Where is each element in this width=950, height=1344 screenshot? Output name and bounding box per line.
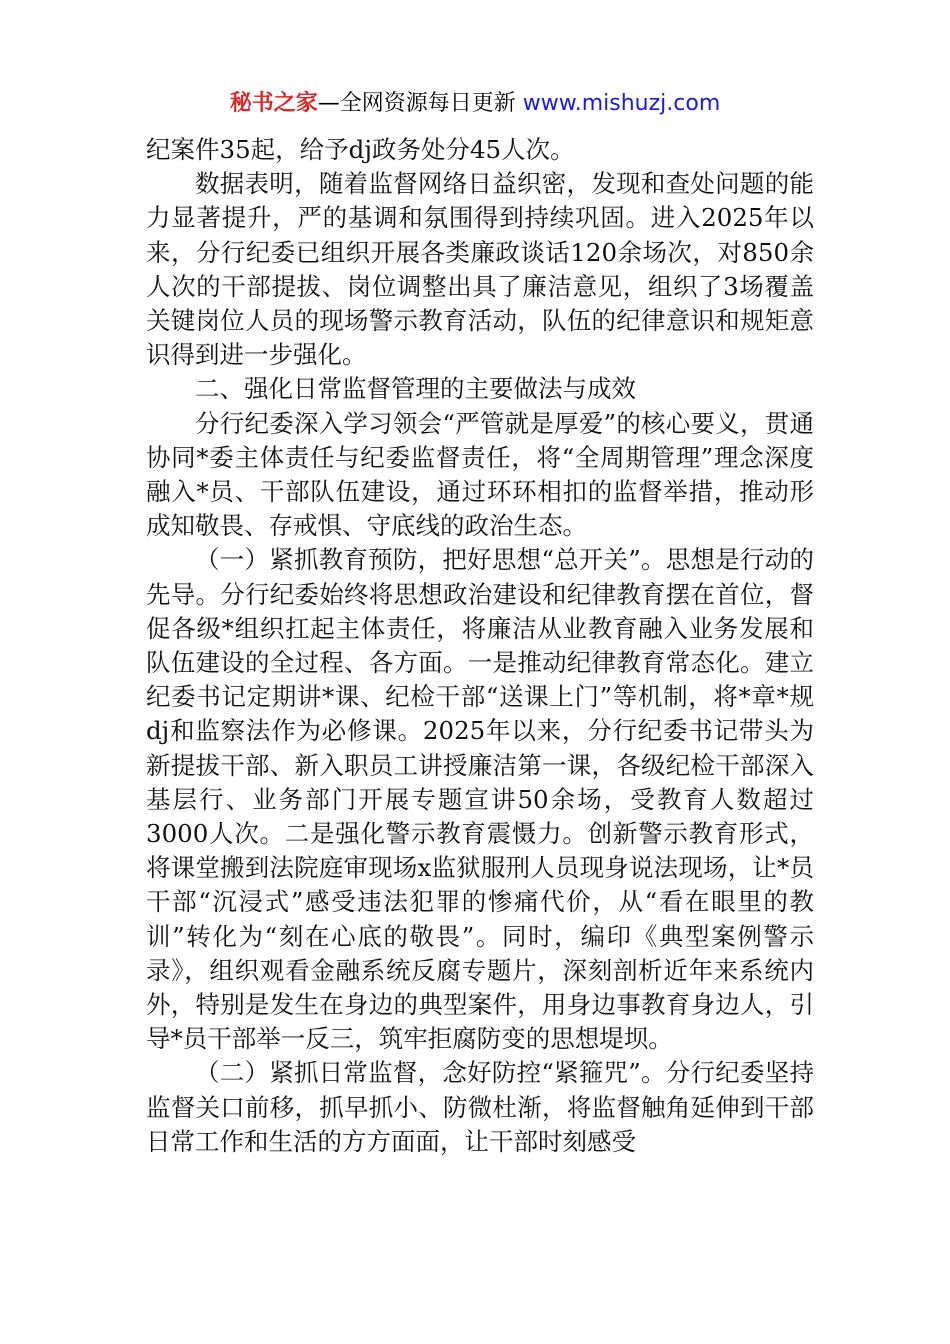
paragraph-section-intro: 分行纪委深入学习领会“严管就是厚爱”的核心要义，贯通协同*委主体责任与纪委监督责任，将“全周期管理”理念深度融入*员、干部队伍建设，通过环环相扣的监督举措，推动形成知敬畏、存戒惧、守底线的政治生态。 (146, 408, 814, 541)
page-header (0, 88, 950, 120)
paragraph-data-summary: 数据表明，随着监督网络日益织密，发现和查处问题的能力显著提升，严的基调和氛围得到持续巩固。进入2025年以来，分行纪委已组织开展各类廉政谈话120余场次，对850余人次的干部提拔、岗位调整出具了廉洁意见，组织了3场覆盖关键岗位人员的现场警示教育活动，队伍的纪律意识和规矩意识得到进一步强化。 (146, 169, 814, 370)
header-url-link[interactable]: www.mishuzj.com (522, 91, 721, 116)
paragraph-continuation: 纪案件35起，给予dj政务处分45人次。 (146, 135, 575, 164)
paragraph-daily-supervision: （二）紧抓日常监督，念好防控“紧箍咒”。分行纪委坚持监督关口前移，抓早抓小、防微杜渐，将监督触角延伸到干部日常工作和生活的方方面面，让干部时刻感受 (146, 1058, 814, 1156)
header-brand: 秘书之家 (229, 91, 318, 116)
header-tagline: —全网资源每日更新 (317, 91, 516, 116)
document-body (146, 133, 814, 1159)
section-heading: 二、强化日常监督管理的主要做法与成效 (195, 374, 636, 404)
paragraph-education-prevention: （一）紧抓教育预防，把好思想“总开关”。思想是行动的先导。分行纪委始终将思想政治建设和纪律教育摆在首位，督促各级*组织扛起主体责任，将廉洁从业教育融入业务发展和队伍建设的全过程、各方面。一是推动纪律教育常态化。建立纪委书记定期讲*课、纪检干部“送课上门”等机制，将*章*规dj和监察法作为必修课。2025年以来，分行纪委书记带头为新提拔干部、新入职员工讲授廉洁第一课，各级纪检干部深入基层行、业务部门开展专题宣讲50余场，受教育人数超过3000人次。二是强化警示教育震慑力。创新警示教育形式，将课堂搬到法院庭审现场x监狱服刑人员现身说法现场，让*员干部“沉浸式”感受违法犯罪的惨痛代价，从“看在眼里的教训”转化为“刻在心底的敬畏”。同时，编印《典型案例警示录》，组织观看金融系统反腐专题片，深刻剖析近年来系统内外，特别是发生在身边的典型案件，用身边事教育身边人，引导*员干部举一反三，筑牢拒腐防变的思想堤坝。 (146, 545, 814, 1054)
